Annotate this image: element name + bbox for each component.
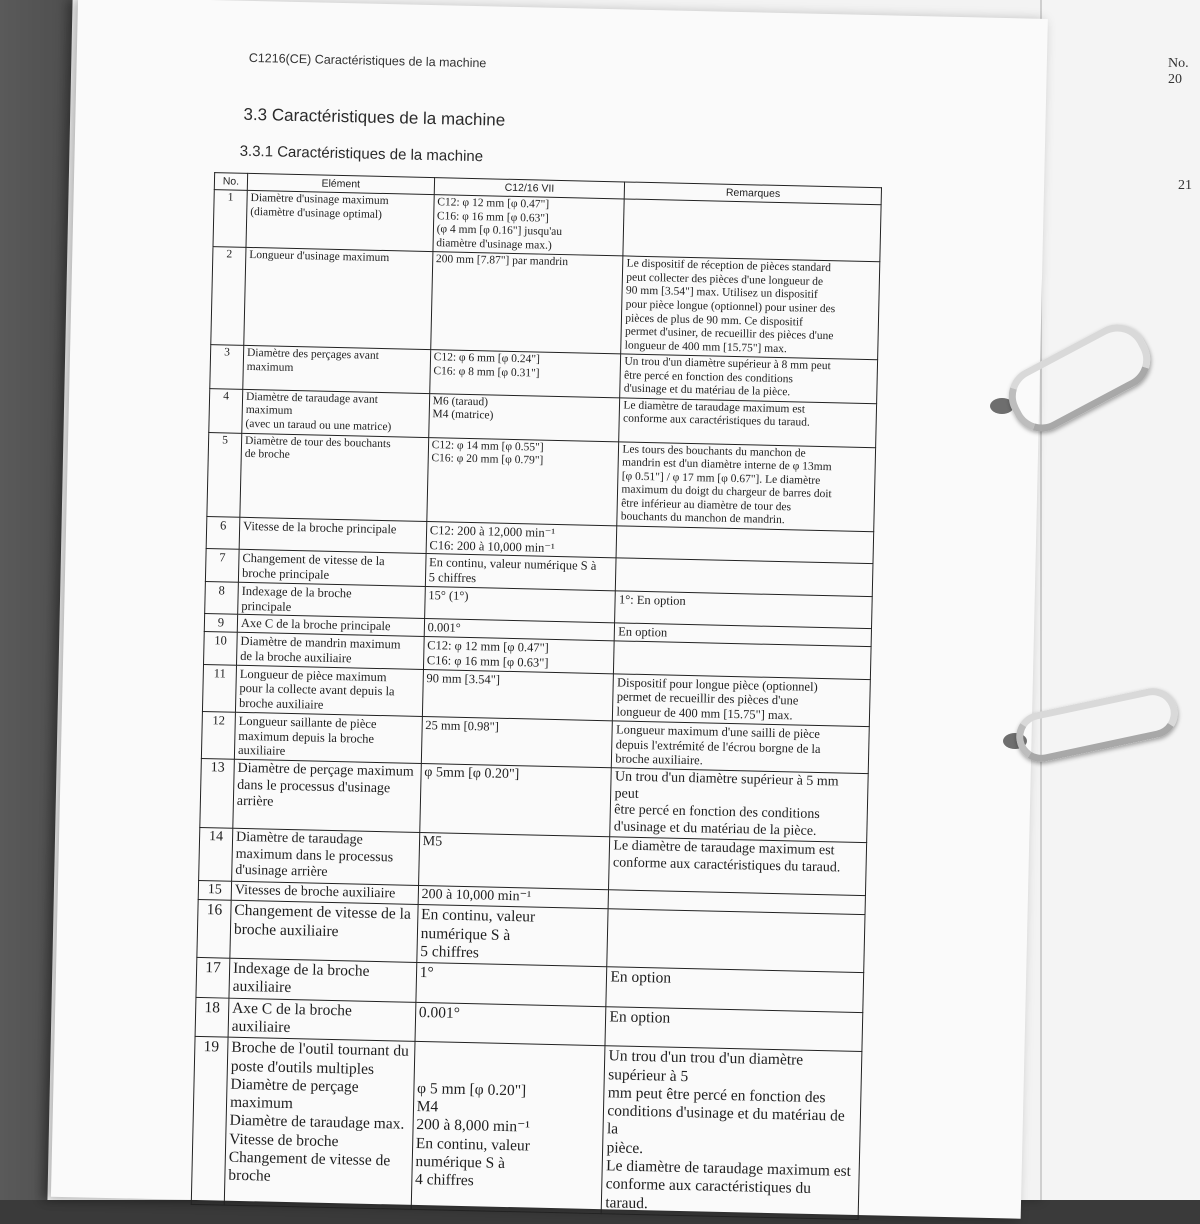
element-cell-line: Diamètre de taraudage avant (245, 390, 379, 406)
element-cell (235, 665, 423, 716)
value-cell (427, 437, 620, 526)
remarks-cell-line: pour pièce longue (optionnel) pour usiner des (625, 298, 836, 316)
value-cell-line: 5 chiffres (428, 570, 477, 586)
element-cell-line: Changement de vitesse de la (242, 551, 385, 569)
element-cell-line: maximum (246, 360, 294, 374)
row-number: 2 (211, 247, 246, 346)
element-cell (234, 712, 422, 763)
remarks-cell (613, 674, 871, 727)
subsection-title: 3.3.1 Caractéristiques de la machine (239, 142, 484, 166)
element-cell-line: Longueur d'usinage maximum (249, 249, 390, 265)
row-number: 8 (205, 581, 239, 614)
element-cell (246, 190, 434, 251)
remarks-cell-line: depuis l'extrémité de l'écrou borgne de la (615, 737, 821, 756)
remarks-cell-line: En option (618, 624, 668, 640)
remarks-cell-line: 90 mm [3.54"] max. Utilisez un dispositif (625, 284, 818, 302)
row-number: 14 (199, 828, 233, 881)
header-remarks: Remarques (625, 182, 882, 205)
row-number: 5 (207, 432, 242, 517)
value-cell-line: M5 (422, 834, 443, 850)
element-cell-line: auxiliaire (237, 743, 286, 759)
value-cell-line: 15° (1°) (428, 588, 469, 603)
remarks-cell (610, 768, 868, 843)
value-cell-line: C16: φ 16 mm [φ 0.63"] (426, 653, 549, 670)
value-cell-line: C16: φ 8 mm [φ 0.31"] (433, 364, 540, 380)
value-cell (430, 252, 623, 354)
element-cell-line: maximum (245, 404, 293, 418)
remarks-cell-line: être inférieur au diamètre de tour des (621, 497, 792, 514)
value-cell (426, 521, 617, 558)
value-cell (423, 637, 614, 674)
element-cell-line: Diamètre d'usinage maximum (250, 191, 389, 208)
remarks-cell-line: être percé en fonction des conditions (623, 369, 794, 386)
value-cell-line: 200 mm [7.87"] par mandrin (435, 253, 569, 269)
remarks-cell-line: mm peut être percé en fonction des (607, 1084, 826, 1107)
value-cell-line: C12: φ 6 mm [φ 0.24"] (433, 351, 540, 366)
remarks-cell-line: longueur de 400 mm [15.75"] max. (616, 704, 793, 723)
element-cell (229, 958, 417, 1002)
facing-page-number-20: 20 (1168, 72, 1182, 87)
remarks-cell-line: d'usinage et du matériau de la pièce. (623, 382, 791, 399)
header-value: C12/16 VII (434, 178, 625, 199)
header-element: Elément (247, 173, 434, 194)
element-cell-line: Changement de vitesse de la (234, 902, 412, 924)
document-page (51, 0, 1048, 1219)
remarks-cell-line: pièces de plus de 90 mm. Ce dispositif (625, 311, 804, 329)
remarks-cell-line: Le diamètre de taraudage maximum est (623, 399, 806, 416)
value-cell (433, 195, 625, 257)
element-cell-line: Diamètre de taraudage (235, 830, 363, 848)
row-number: 3 (210, 345, 244, 389)
value-cell (424, 586, 615, 623)
row-number: 19 (191, 1037, 228, 1205)
element-cell-line: Vitesse de broche (229, 1130, 339, 1150)
element-cell-line: auxiliaire (232, 978, 292, 997)
remarks-cell-line: Le diamètre de taraudage maximum est (613, 838, 835, 859)
remarks-cell (607, 909, 865, 973)
row-number: 7 (205, 549, 239, 582)
element-cell-line: principale (241, 598, 292, 614)
value-cell-line: diamètre d'usinage max.) (436, 236, 552, 252)
remarks-cell (602, 1046, 862, 1219)
value-cell (421, 716, 613, 768)
element-cell-line: poste d'outils multiples (230, 1057, 375, 1078)
value-cell-line: M4 (matrice) (432, 408, 494, 422)
remarks-cell (623, 199, 881, 262)
element-cell-line: (diamètre d'usinage optimal) (250, 205, 383, 221)
value-cell-line: C16: φ 16 mm [φ 0.63"] (436, 209, 549, 225)
element-cell-line: broche auxiliaire (233, 920, 339, 940)
row-number: 13 (200, 759, 235, 829)
value-cell (417, 905, 609, 967)
remarks-cell (619, 398, 877, 447)
table-row (207, 432, 876, 531)
remarks-cell-line: conforme aux caractéristiques du taraud. (605, 1175, 812, 1212)
section-title: 3.3 Caractéristiques de la machine (243, 104, 506, 130)
value-cell-line: (φ 4 mm [φ 0.16"] jusqu'au (436, 223, 563, 239)
running-header: C1216(CE) Caractéristiques de la machine (248, 50, 487, 71)
value-cell-line: 25 mm [0.98"] (425, 718, 500, 734)
element-cell-line: broche (228, 1166, 271, 1185)
remarks-cell (609, 837, 867, 895)
value-cell (415, 1002, 607, 1046)
remarks-cell-line: Un trou d'un diamètre supérieur à 5 mm peut (614, 769, 839, 802)
element-cell (239, 517, 426, 554)
value-cell (422, 669, 614, 721)
remarks-cell-line: conforme aux caractéristiques du taraud. (612, 855, 841, 876)
remarks-cell-line: Un trou d'un diamètre supérieur à 8 mm peut (624, 355, 831, 373)
element-cell (243, 346, 431, 394)
element-cell-line: pour la collecte avant depuis la (239, 681, 395, 699)
value-cell-line: C16: φ 20 mm [φ 0.79"] (431, 452, 544, 467)
element-cell-line: Vitesses de broche auxiliaire (234, 882, 396, 902)
remarks-cell-line: Le dispositif de réception de pièces standard (626, 257, 832, 275)
value-cell-line: M6 (taraud) (432, 395, 489, 409)
remarks-cell-line: Dispositif pour longue pièce (optionnel) (616, 675, 818, 694)
value-cell-line: En continu, valeur numérique S à (428, 555, 597, 574)
facing-page-no-label: No. (1168, 56, 1189, 71)
value-cell (416, 963, 608, 1007)
element-cell (244, 248, 433, 350)
element-cell-line: Longueur de pièce maximum (239, 666, 387, 684)
remarks-cell (605, 1006, 862, 1051)
remarks-cell-line: Les tours des bouchants du manchon de (622, 443, 806, 460)
element-cell-line: Axe C de la broche auxiliaire (231, 999, 353, 1037)
remarks-cell (621, 256, 880, 360)
remarks-cell-line: permet de recueillir des pièces d'une (616, 689, 799, 708)
value-cell-line: 4 chiffres (414, 1171, 474, 1190)
table-row (191, 1037, 862, 1220)
row-number: 9 (204, 614, 237, 632)
element-cell-line: broche auxiliaire (238, 696, 324, 712)
remarks-cell-line: Un trou d'un trou d'un diamètre supérieur à 5 (608, 1047, 804, 1085)
value-cell-line: C12: φ 12 mm [φ 0.47"] (427, 638, 549, 656)
row-number: 16 (197, 900, 231, 959)
value-cell-line: 0.001° (427, 620, 461, 636)
value-cell-line: C12: φ 12 mm [φ 0.47"] (437, 196, 550, 211)
element-cell-line: de la broche auxiliaire (240, 648, 352, 666)
row-number: 10 (204, 632, 238, 665)
facing-page-number-21: 21 (1178, 178, 1192, 193)
element-cell-line: Indexage de la broche (241, 583, 352, 601)
element-cell (224, 1037, 414, 1209)
value-cell (411, 1042, 605, 1214)
remarks-cell-line: [φ 0.51"] / φ 17 mm [φ 0.67"]. Le diamètre (621, 470, 821, 487)
value-cell-line: 5 chiffres (420, 942, 480, 962)
remarks-cell-line: maximum du doigt du chargeur de barres doit (621, 483, 832, 501)
element-cell-line: Diamètre de perçage maximum (229, 1075, 359, 1113)
remarks-cell (617, 441, 875, 531)
value-cell (419, 764, 611, 837)
element-cell-line: dans le processus d'usinage (237, 777, 391, 796)
element-cell-line: Longueur saillante de pièce (238, 713, 377, 731)
element-cell-line: Indexage de la broche (232, 959, 370, 981)
row-number: 18 (195, 997, 229, 1037)
element-cell (232, 828, 420, 885)
row-number: 17 (196, 958, 230, 998)
row-number: 11 (202, 664, 236, 712)
remarks-cell-line: permet d'usiner, de recueillir des pièces d'une (624, 325, 834, 343)
element-cell-line: Changement de vitesse de (228, 1148, 391, 1170)
remarks-cell-line: bouchants du manchon de mandrin. (620, 510, 785, 527)
row-number: 1 (213, 190, 247, 248)
spec-table (191, 172, 882, 1220)
value-cell-line: φ 5 mm [φ 0.20"] (416, 1079, 527, 1100)
header-no: No. (214, 173, 247, 191)
value-cell-line: 1° (419, 964, 434, 982)
remarks-cell-line: longueur de 400 mm [15.75"] max. (624, 339, 788, 355)
remarks-cell-line: d'usinage et du matériau de la pièce. (613, 819, 817, 839)
element-cell-line: arrière (236, 794, 274, 810)
element-cell-line: maximum dans le processus (235, 846, 394, 866)
remarks-cell-line: mandrin est d'un diamètre interne de φ 13mm (621, 456, 832, 474)
table-row (211, 247, 880, 360)
element-cell (242, 389, 430, 437)
row-number: 15 (198, 880, 231, 900)
element-cell-line: Diamètre de perçage maximum (237, 761, 414, 780)
value-cell (429, 350, 621, 398)
row-number: 6 (206, 516, 240, 549)
remarks-cell-line: peut collecter des pièces d'une longueur de (626, 271, 824, 288)
remarks-cell-line: broche auxiliaire. (615, 751, 703, 768)
value-cell-line: φ 5mm [φ 0.20"] (424, 765, 520, 783)
value-cell-line: En continu, valeur numérique S à (415, 1134, 531, 1172)
element-cell (233, 759, 421, 832)
remarks-cell-line: 1°: En option (618, 592, 686, 608)
element-cell-line: Broche de l'outil tournant du (231, 1039, 410, 1061)
element-cell (228, 998, 416, 1042)
value-cell-line: M4 (416, 1098, 439, 1116)
remarks-cell-line: En option (609, 1008, 671, 1027)
remarks-cell-line: Le diamètre de taraudage maximum est (605, 1157, 852, 1180)
remarks-cell-line: Longueur maximum d'une sailli de pièce (615, 722, 821, 741)
remarks-cell-line: conditions d'usinage et du matériau de la (606, 1102, 845, 1138)
remarks-cell (612, 721, 870, 774)
remarks-cell-line: En option (610, 968, 672, 987)
element-cell-line: de broche (244, 448, 290, 462)
element-cell-line: d'usinage arrière (235, 863, 328, 881)
element-cell-line: Vitesse de la broche principale (242, 518, 397, 537)
value-cell-line: 90 mm [3.54"] (426, 670, 501, 687)
element-cell-line: Diamètre de taraudage max. (229, 1112, 405, 1134)
element-cell (238, 582, 425, 619)
element-cell (238, 550, 425, 587)
element-cell-line: Diamètre de mandrin maximum (240, 634, 401, 652)
element-cell-line: broche principale (241, 566, 330, 583)
element-cell-line: (avec un taraud ou une matrice) (245, 417, 392, 434)
value-cell (428, 393, 620, 441)
facing-page (1040, 0, 1200, 1200)
element-cell (240, 433, 429, 522)
element-cell-line: Axe C de la broche principale (240, 616, 391, 634)
element-cell-line: Diamètre des perçages avant (246, 347, 380, 363)
row-number: 12 (201, 711, 235, 759)
value-cell-line: 200 à 10,000 min⁻¹ (421, 886, 532, 905)
remarks-cell-line: être percé en fonction des conditions (614, 802, 820, 823)
remarks-cell (620, 354, 878, 403)
element-cell-line: maximum depuis la broche (238, 728, 375, 746)
element-cell (230, 901, 418, 963)
value-cell-line: C12: 200 à 12,000 min⁻¹ (429, 523, 556, 540)
value-cell (425, 554, 616, 591)
value-cell-line: 0.001° (418, 1003, 461, 1022)
value-cell-line: En continu, valeur numérique S à (420, 906, 536, 944)
element-cell-line: Diamètre de tour des bouchants (244, 434, 391, 450)
remarks-cell (606, 967, 863, 1012)
remarks-cell-line: conforme aux caractéristiques du taraud. (622, 412, 810, 430)
value-cell (418, 833, 610, 890)
row-number: 4 (209, 388, 243, 432)
value-cell-line: C16: 200 à 10,000 min⁻¹ (429, 537, 555, 555)
value-cell-line: 200 à 8,000 min⁻¹ (416, 1116, 531, 1136)
value-cell-line: C12: φ 14 mm [φ 0.55"] (431, 438, 544, 454)
remarks-cell-line: pièce. (606, 1138, 644, 1157)
element-cell (236, 632, 423, 669)
